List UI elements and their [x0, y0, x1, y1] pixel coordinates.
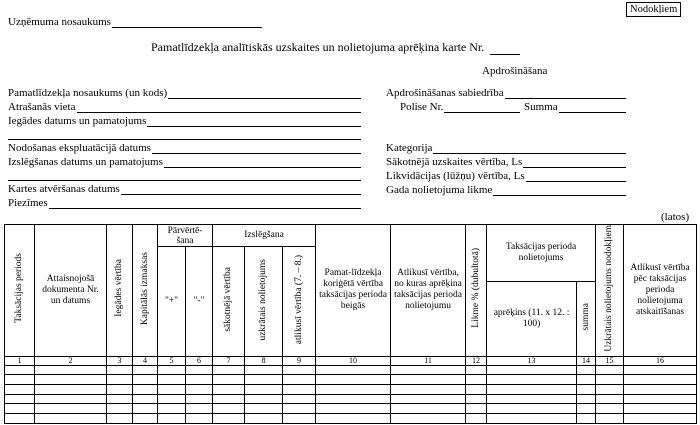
table-cell[interactable] [391, 394, 466, 404]
col-header-acquisition-value: Iegādes vērtība [107, 225, 133, 357]
column-number: 3 [107, 356, 133, 365]
notes-label: Piezīmes [8, 197, 48, 209]
notes-field[interactable] [8, 197, 361, 209]
table-cell[interactable] [577, 394, 596, 404]
column-number: 14 [577, 356, 596, 365]
location-line[interactable] [77, 102, 362, 113]
asset-name-field[interactable] [8, 87, 361, 99]
table-cell[interactable] [186, 414, 213, 424]
col-header-residual-base: Atlikusī vērtība, no kuras aprēķina taksācijas perioda nolietojumu [391, 225, 466, 357]
table-cell[interactable] [245, 414, 283, 424]
company-name-field[interactable] [8, 16, 262, 28]
page-title-text: Pamatlīdzekļa analītiskās uzskaites un nolietojuma aprēķina karte Nr. [151, 40, 485, 54]
table-cell[interactable] [186, 365, 213, 375]
col-header-minus: "-" [186, 247, 213, 357]
table-cell[interactable] [5, 375, 35, 385]
table-cell[interactable] [133, 404, 158, 414]
table-cell[interactable] [213, 375, 245, 385]
liquidation-value-line[interactable] [526, 171, 626, 182]
company-name-line[interactable] [112, 17, 262, 28]
table-cell[interactable] [158, 414, 186, 424]
column-number: 11 [391, 356, 466, 365]
column-number: 10 [316, 356, 391, 365]
table-cell[interactable] [466, 375, 487, 385]
table-cell[interactable] [107, 375, 133, 385]
column-number: 6 [186, 356, 213, 365]
blank-line[interactable] [8, 180, 361, 181]
table-cell[interactable] [316, 385, 391, 395]
col-header-capital-costs: Kapitālās izmaksas [133, 225, 158, 357]
asset-name-line[interactable] [168, 88, 361, 99]
col-header-adjusted-value: Pamat-līdzekļa koriģētā vērtība taksācijas perioda beigās [316, 225, 391, 357]
table-cell[interactable] [577, 365, 596, 375]
card-number-line[interactable] [490, 44, 520, 55]
table-cell[interactable] [596, 394, 624, 404]
table-cell[interactable] [5, 385, 35, 395]
sum-line[interactable] [559, 102, 626, 113]
acquisition-field[interactable] [8, 115, 361, 127]
table-cell[interactable] [466, 404, 487, 414]
table-cell[interactable] [133, 375, 158, 385]
col-header-plus: "+" [158, 247, 186, 357]
category-field[interactable] [386, 142, 626, 154]
table-cell[interactable] [158, 375, 186, 385]
col-header-residual-value: atlikusī vērtība (7. – 8.) [283, 247, 316, 357]
table-cell[interactable] [35, 365, 107, 375]
col-header-revaluation: Pārvērtē-šana [158, 225, 213, 247]
table-cell[interactable] [213, 394, 245, 404]
table-cell[interactable] [35, 404, 107, 414]
table-body [5, 365, 697, 423]
col-header-period: Taksācijas periods [5, 225, 35, 357]
col-header-calculation: aprēķins (11. x 12. : 100) [487, 281, 577, 356]
column-number: 8 [245, 356, 283, 365]
table-cell[interactable] [213, 365, 245, 375]
table-row [5, 375, 697, 385]
insurer-line[interactable] [505, 88, 626, 99]
acquisition-label: Iegādes datums un pamatojums [8, 115, 147, 127]
table-row [5, 404, 697, 414]
table-cell[interactable] [158, 404, 186, 414]
table-cell[interactable] [158, 365, 186, 375]
table-cell[interactable] [391, 385, 466, 395]
table-cell[interactable] [596, 375, 624, 385]
table-cell[interactable] [624, 394, 697, 404]
depreciation-table [4, 224, 697, 424]
table-cell[interactable] [186, 394, 213, 404]
table-cell[interactable] [316, 394, 391, 404]
table-cell[interactable] [213, 414, 245, 424]
table-cell[interactable] [596, 414, 624, 424]
table-cell[interactable] [5, 394, 35, 404]
col-header-sum: summa [577, 281, 596, 356]
exclusion-line[interactable] [164, 157, 361, 168]
liquidation-value-field[interactable] [386, 170, 626, 182]
col-header-initial-value: sākotnējā vērtība [213, 247, 245, 357]
table-cell[interactable] [316, 414, 391, 424]
table-cell[interactable] [577, 385, 596, 395]
table-cell[interactable] [577, 414, 596, 424]
column-number: 1 [5, 356, 35, 365]
table-cell[interactable] [107, 385, 133, 395]
table-cell[interactable] [245, 385, 283, 395]
table-cell[interactable] [283, 404, 316, 414]
table-cell[interactable] [391, 404, 466, 414]
table-cell[interactable] [133, 414, 158, 424]
category-label: Kategorija [386, 142, 433, 154]
table-cell[interactable] [466, 385, 487, 395]
column-number: 4 [133, 356, 158, 365]
table-cell[interactable] [107, 365, 133, 375]
table-cell[interactable] [213, 404, 245, 414]
table-cell[interactable] [487, 394, 577, 404]
card-open-date-line[interactable] [121, 184, 361, 195]
table-cell[interactable] [35, 394, 107, 404]
table-cell[interactable] [158, 385, 186, 395]
col-header-exclusion: Izslēgšana [213, 225, 316, 247]
table-cell[interactable] [391, 365, 466, 375]
table-cell[interactable] [624, 414, 697, 424]
column-number: 5 [158, 356, 186, 365]
column-number: 13 [487, 356, 577, 365]
table-cell[interactable] [107, 394, 133, 404]
table-cell[interactable] [316, 365, 391, 375]
table-row [5, 394, 697, 404]
table-cell[interactable] [283, 385, 316, 395]
policy-field[interactable] [400, 101, 520, 113]
column-number: 15 [596, 356, 624, 365]
category-line[interactable] [433, 143, 626, 154]
table-cell[interactable] [245, 394, 283, 404]
insurer-label: Apdrošināšanas sabiedrība [386, 87, 504, 99]
notes-line[interactable] [49, 198, 361, 209]
table-cell[interactable] [466, 414, 487, 424]
table-cell[interactable] [245, 375, 283, 385]
table-cell[interactable] [107, 404, 133, 414]
annual-rate-field[interactable] [386, 184, 626, 196]
units-label: (latos) [661, 211, 690, 223]
table-cell[interactable] [35, 375, 107, 385]
table-cell[interactable] [283, 394, 316, 404]
blank-line[interactable] [8, 139, 361, 140]
col-header-residual-after: Atlikusī vērtība pēc taksācijas perioda nolietojuma atskaitīšanas [624, 225, 697, 357]
table-cell[interactable] [316, 404, 391, 414]
table-cell[interactable] [624, 385, 697, 395]
table-cell[interactable] [245, 365, 283, 375]
table-row [5, 414, 697, 424]
table-cell[interactable] [5, 414, 35, 424]
table-cell[interactable] [316, 375, 391, 385]
page-title [151, 40, 551, 55]
annual-rate-label: Gada nolietojuma likme [386, 184, 493, 196]
table-cell[interactable] [624, 365, 697, 375]
table-cell[interactable] [133, 365, 158, 375]
table-cell[interactable] [487, 385, 577, 395]
col-header-accumulated-depr: uzkrātais nolietojums [245, 247, 283, 357]
col-header-rate: Likme % (dubultotā) [466, 225, 487, 357]
column-number: 12 [466, 356, 487, 365]
col-header-document: Attaisnojošā dokumenta Nr. un datums [35, 225, 107, 357]
policy-line[interactable] [444, 102, 520, 113]
table-cell[interactable] [596, 385, 624, 395]
table-cell[interactable] [577, 404, 596, 414]
table-cell[interactable] [35, 414, 107, 424]
table-cell[interactable] [283, 375, 316, 385]
table-cell[interactable] [35, 385, 107, 395]
column-numbers-row [5, 356, 697, 365]
insurer-field[interactable] [386, 87, 626, 99]
table-cell[interactable] [245, 404, 283, 414]
table-row [5, 385, 697, 395]
liquidation-value-label: Likvidācijas (lūžņu) vērtība, Ls [386, 170, 525, 182]
insurance-heading: Apdrošināšana [482, 65, 548, 77]
table-cell[interactable] [5, 365, 35, 375]
table-row [5, 365, 697, 375]
initial-value-label: Sākotnējā uzskaites vērtība, Ls [386, 156, 523, 168]
table-cell[interactable] [466, 394, 487, 404]
commissioning-label: Nodošanas ekspluatācijā datums [8, 142, 151, 154]
table-cell[interactable] [283, 365, 316, 375]
card-open-date-label: Kartes atvēršanas datums [8, 183, 120, 195]
column-number: 9 [283, 356, 316, 365]
company-name-label: Uzņēmuma nosaukums [8, 16, 111, 28]
table-cell[interactable] [577, 375, 596, 385]
sum-label: Summa [524, 101, 558, 113]
acquisition-line[interactable] [147, 116, 361, 127]
location-label: Atrašanās vieta [8, 101, 76, 113]
table-cell[interactable] [5, 404, 35, 414]
table-cell[interactable] [186, 385, 213, 395]
taxes-badge: Nodokļiem [626, 2, 681, 17]
commissioning-field[interactable] [8, 142, 361, 154]
annual-rate-line[interactable] [493, 185, 626, 196]
table-cell[interactable] [596, 365, 624, 375]
col-header-accumulated-tax: Uzkrātais nolietojums nodokļiem [596, 225, 624, 357]
initial-value-field[interactable] [386, 156, 626, 168]
table-cell[interactable] [107, 414, 133, 424]
policy-label: Polise Nr. [400, 101, 444, 113]
table-cell[interactable] [624, 404, 697, 414]
table-cell[interactable] [487, 365, 577, 375]
table-cell[interactable] [283, 414, 316, 424]
column-number: 7 [213, 356, 245, 365]
table-cell[interactable] [487, 375, 577, 385]
col-header-depreciation: Taksācijas perioda nolietojums [487, 225, 596, 282]
table-cell[interactable] [213, 385, 245, 395]
table-cell[interactable] [133, 394, 158, 404]
table-cell[interactable] [391, 414, 466, 424]
column-number: 16 [624, 356, 697, 365]
table-cell[interactable] [391, 375, 466, 385]
table-cell[interactable] [466, 365, 487, 375]
table-cell[interactable] [624, 375, 697, 385]
exclusion-label: Izslēgšanas datums un pamatojums [8, 156, 163, 168]
table-cell[interactable] [596, 404, 624, 414]
location-field[interactable] [8, 101, 361, 113]
table-cell[interactable] [186, 375, 213, 385]
asset-name-label: Pamatlīdzekļa nosaukums (un kods) [8, 87, 168, 99]
header-row-1 [5, 225, 697, 247]
exclusion-field[interactable] [8, 156, 361, 168]
table-cell[interactable] [487, 404, 577, 414]
initial-value-line[interactable] [523, 157, 626, 168]
table-cell[interactable] [133, 385, 158, 395]
column-number: 2 [35, 356, 107, 365]
table-cell[interactable] [158, 394, 186, 404]
commissioning-line[interactable] [152, 143, 361, 154]
table-cell[interactable] [487, 414, 577, 424]
sum-field[interactable] [524, 101, 626, 113]
table-cell[interactable] [186, 404, 213, 414]
card-open-date-field[interactable] [8, 183, 361, 195]
